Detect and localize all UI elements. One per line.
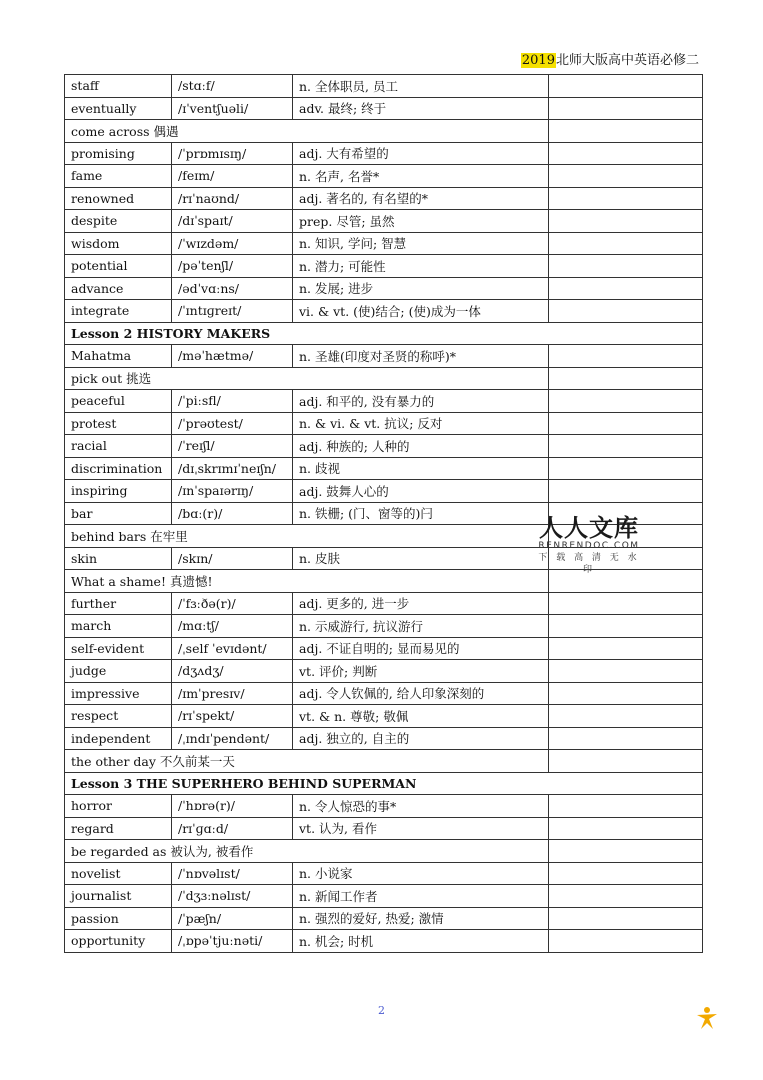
- phrase-row: [65, 840, 703, 863]
- word-cell: judge: [65, 660, 172, 683]
- meaning-cell: vt. 评价; 判断: [293, 660, 549, 683]
- meaning-cell: n. 机会; 时机: [293, 930, 549, 953]
- blank-cell: [549, 75, 703, 98]
- phonetic-cell: /skɪn/: [172, 547, 293, 570]
- meaning-cell: n. 新闻工作者: [293, 885, 549, 908]
- blank-cell: [549, 907, 703, 930]
- blank-cell: [549, 750, 703, 773]
- vocab-row: [65, 705, 703, 728]
- vocab-row: [65, 795, 703, 818]
- blank-cell: [549, 142, 703, 165]
- blank-cell: [549, 255, 703, 278]
- meaning-cell: n. 歧视: [293, 457, 549, 480]
- vocab-row: [65, 187, 703, 210]
- blank-cell: [549, 367, 703, 390]
- meaning-cell: adj. 不证自明的; 显而易见的: [293, 637, 549, 660]
- phonetic-cell: /ɪmˈpresɪv/: [172, 682, 293, 705]
- word-cell: bar: [65, 502, 172, 525]
- phonetic-cell: /ˈhɒrə(r)/: [172, 795, 293, 818]
- phrase-cell: behind bars 在牢里: [65, 525, 549, 548]
- meaning-cell: prep. 尽管; 虽然: [293, 210, 549, 233]
- vocab-row: [65, 885, 703, 908]
- word-cell: march: [65, 615, 172, 638]
- phonetic-cell: /mɑːtʃ/: [172, 615, 293, 638]
- blank-cell: [549, 457, 703, 480]
- blank-cell: [549, 817, 703, 840]
- vocab-row: [65, 480, 703, 503]
- phonetic-cell: /ɪnˈspaɪərɪŋ/: [172, 480, 293, 503]
- word-cell: further: [65, 592, 172, 615]
- vocab-row: [65, 277, 703, 300]
- meaning-cell: adj. 著名的, 有名望的*: [293, 187, 549, 210]
- word-cell: Mahatma: [65, 345, 172, 368]
- blank-cell: [549, 660, 703, 683]
- vocab-row: [65, 345, 703, 368]
- phonetic-cell: /rɪˈspekt/: [172, 705, 293, 728]
- watermark-title: 人人文库: [539, 514, 639, 542]
- vocab-row: [65, 300, 703, 323]
- vocab-row: [65, 390, 703, 413]
- vocab-row: [65, 682, 703, 705]
- blank-cell: [549, 705, 703, 728]
- blank-cell: [549, 277, 703, 300]
- vocab-row: [65, 907, 703, 930]
- phonetic-cell: /ˈreɪʃl/: [172, 435, 293, 458]
- phonetic-cell: /pəˈtenʃl/: [172, 255, 293, 278]
- phonetic-cell: /ˌɪndɪˈpendənt/: [172, 727, 293, 750]
- word-cell: eventually: [65, 97, 172, 120]
- watermark-domain: RENRENDOC.COM: [538, 541, 640, 551]
- word-cell: potential: [65, 255, 172, 278]
- word-cell: inspiring: [65, 480, 172, 503]
- vocab-row: [65, 930, 703, 953]
- phonetic-cell: /ˈdʒɜːnəlɪst/: [172, 885, 293, 908]
- vocab-row: [65, 232, 703, 255]
- blank-cell: [549, 187, 703, 210]
- vocab-row: [65, 660, 703, 683]
- phonetic-cell: /ˌself ˈevɪdənt/: [172, 637, 293, 660]
- phonetic-cell: /ɪˈventʃuəli/: [172, 97, 293, 120]
- lesson-title-cell: Lesson 2 HISTORY MAKERS: [65, 322, 703, 345]
- vocab-row: [65, 817, 703, 840]
- meaning-cell: n. 圣雄(印度对圣贤的称呼)*: [293, 345, 549, 368]
- meaning-cell: vt. 认为, 看作: [293, 817, 549, 840]
- blank-cell: [549, 210, 703, 233]
- blank-cell: [549, 840, 703, 863]
- phonetic-cell: /ˈpiːsfl/: [172, 390, 293, 413]
- header-title: 北师大版高中英语必修二: [555, 53, 699, 68]
- word-cell: advance: [65, 277, 172, 300]
- phonetic-cell: /dɪˌskrɪmɪˈneɪʃn/: [172, 457, 293, 480]
- blank-cell: [549, 165, 703, 188]
- word-cell: despite: [65, 210, 172, 233]
- blank-cell: [549, 480, 703, 503]
- meaning-cell: adj. 令人钦佩的, 给人印象深刻的: [293, 682, 549, 705]
- meaning-cell: n. 名声, 名誉*: [293, 165, 549, 188]
- word-cell: staff: [65, 75, 172, 98]
- phonetic-cell: /rɪˈɡɑːd/: [172, 817, 293, 840]
- meaning-cell: vi. & vt. (使)结合; (使)成为一体: [293, 300, 549, 323]
- phonetic-cell: /bɑː(r)/: [172, 502, 293, 525]
- word-cell: horror: [65, 795, 172, 818]
- word-cell: respect: [65, 705, 172, 728]
- phrase-cell: come across 偶遇: [65, 120, 549, 143]
- phrase-cell: What a shame! 真遗憾!: [65, 570, 549, 593]
- blank-cell: [549, 345, 703, 368]
- blank-cell: [549, 727, 703, 750]
- meaning-cell: adj. 更多的, 进一步: [293, 592, 549, 615]
- blank-cell: [549, 592, 703, 615]
- phonetic-cell: /ˈɪntɪɡreɪt/: [172, 300, 293, 323]
- blank-cell: [549, 682, 703, 705]
- phonetic-cell: /rɪˈnaʊnd/: [172, 187, 293, 210]
- phonetic-cell: /dɪˈspaɪt/: [172, 210, 293, 233]
- vocab-row: [65, 435, 703, 458]
- vocab-row: [65, 457, 703, 480]
- lesson-title-cell: Lesson 3 THE SUPERHERO BEHIND SUPERMAN: [65, 772, 703, 795]
- word-cell: wisdom: [65, 232, 172, 255]
- word-cell: racial: [65, 435, 172, 458]
- header-year: 2019: [521, 53, 555, 68]
- phonetic-cell: /ˈfɜːðə(r)/: [172, 592, 293, 615]
- vocab-row: [65, 165, 703, 188]
- word-cell: protest: [65, 412, 172, 435]
- phonetic-cell: /ˈwɪzdəm/: [172, 232, 293, 255]
- word-cell: promising: [65, 142, 172, 165]
- blank-cell: [549, 412, 703, 435]
- vocab-row: [65, 142, 703, 165]
- meaning-cell: n. 皮肤: [293, 547, 549, 570]
- meaning-cell: n. 小说家: [293, 862, 549, 885]
- word-cell: discrimination: [65, 457, 172, 480]
- phrase-cell: be regarded as 被认为, 被看作: [65, 840, 549, 863]
- vocab-row: [65, 75, 703, 98]
- meaning-cell: adv. 最终; 终于: [293, 97, 549, 120]
- phonetic-cell: /ˈpæʃn/: [172, 907, 293, 930]
- phonetic-cell: /feɪm/: [172, 165, 293, 188]
- word-cell: opportunity: [65, 930, 172, 953]
- meaning-cell: n. 知识, 学问; 智慧: [293, 232, 549, 255]
- meaning-cell: vt. & n. 尊敬; 敬佩: [293, 705, 549, 728]
- blank-cell: [549, 97, 703, 120]
- phrase-cell: the other day 不久前某一天: [65, 750, 549, 773]
- blank-cell: [549, 862, 703, 885]
- meaning-cell: adj. 种族的; 人种的: [293, 435, 549, 458]
- meaning-cell: n. 潜力; 可能性: [293, 255, 549, 278]
- meaning-cell: adj. 独立的, 自主的: [293, 727, 549, 750]
- lesson-heading-row: [65, 772, 703, 795]
- word-cell: independent: [65, 727, 172, 750]
- phonetic-cell: /ˈprəʊtest/: [172, 412, 293, 435]
- blank-cell: [549, 615, 703, 638]
- vocab-row: [65, 210, 703, 233]
- phrase-row: [65, 120, 703, 143]
- word-cell: journalist: [65, 885, 172, 908]
- blank-cell: [549, 435, 703, 458]
- blank-cell: [549, 885, 703, 908]
- vocab-row: [65, 412, 703, 435]
- blank-cell: [549, 390, 703, 413]
- meaning-cell: n. 铁栅; (门、窗等的)闩: [293, 502, 549, 525]
- blank-cell: [549, 637, 703, 660]
- vocab-row: [65, 637, 703, 660]
- vocab-row: [65, 255, 703, 278]
- word-cell: peaceful: [65, 390, 172, 413]
- blank-cell: [549, 300, 703, 323]
- page-header: [521, 52, 699, 70]
- word-cell: regard: [65, 817, 172, 840]
- word-cell: integrate: [65, 300, 172, 323]
- phrase-row: [65, 367, 703, 390]
- lesson-heading-row: [65, 322, 703, 345]
- phonetic-cell: /ədˈvɑːns/: [172, 277, 293, 300]
- vocab-row: [65, 615, 703, 638]
- watermark-tagline: 下 载 高 清 无 水 印: [538, 553, 640, 575]
- vocab-row: [65, 97, 703, 120]
- word-cell: passion: [65, 907, 172, 930]
- page-number: 2: [378, 1004, 385, 1017]
- word-cell: self-evident: [65, 637, 172, 660]
- meaning-cell: n. 全体职员, 员工: [293, 75, 549, 98]
- meaning-cell: adj. 鼓舞人心的: [293, 480, 549, 503]
- meaning-cell: n. 示威游行, 抗议游行: [293, 615, 549, 638]
- word-cell: renowned: [65, 187, 172, 210]
- word-cell: novelist: [65, 862, 172, 885]
- meaning-cell: n. 令人惊恐的事*: [293, 795, 549, 818]
- meaning-cell: n. & vi. & vt. 抗议; 反对: [293, 412, 549, 435]
- word-cell: impressive: [65, 682, 172, 705]
- phrase-cell: pick out 挑选: [65, 367, 549, 390]
- word-cell: skin: [65, 547, 172, 570]
- word-cell: fame: [65, 165, 172, 188]
- watermark: [534, 515, 644, 576]
- blank-cell: [549, 795, 703, 818]
- meaning-cell: n. 强烈的爱好, 热爱; 激情: [293, 907, 549, 930]
- meaning-cell: n. 发展; 进步: [293, 277, 549, 300]
- phonetic-cell: /ˈprɒmɪsɪŋ/: [172, 142, 293, 165]
- meaning-cell: adj. 大有希望的: [293, 142, 549, 165]
- star-person-icon: [696, 1006, 718, 1030]
- vocab-row: [65, 727, 703, 750]
- blank-cell: [549, 232, 703, 255]
- phonetic-cell: /dʒʌdʒ/: [172, 660, 293, 683]
- vocab-row: [65, 862, 703, 885]
- blank-cell: [549, 120, 703, 143]
- blank-cell: [549, 930, 703, 953]
- phonetic-cell: /stɑːf/: [172, 75, 293, 98]
- phonetic-cell: /ˈnɒvəlɪst/: [172, 862, 293, 885]
- vocab-row: [65, 592, 703, 615]
- meaning-cell: adj. 和平的, 没有暴力的: [293, 390, 549, 413]
- phonetic-cell: /məˈhætmə/: [172, 345, 293, 368]
- phrase-row: [65, 750, 703, 773]
- phonetic-cell: /ˌɒpəˈtjuːnəti/: [172, 930, 293, 953]
